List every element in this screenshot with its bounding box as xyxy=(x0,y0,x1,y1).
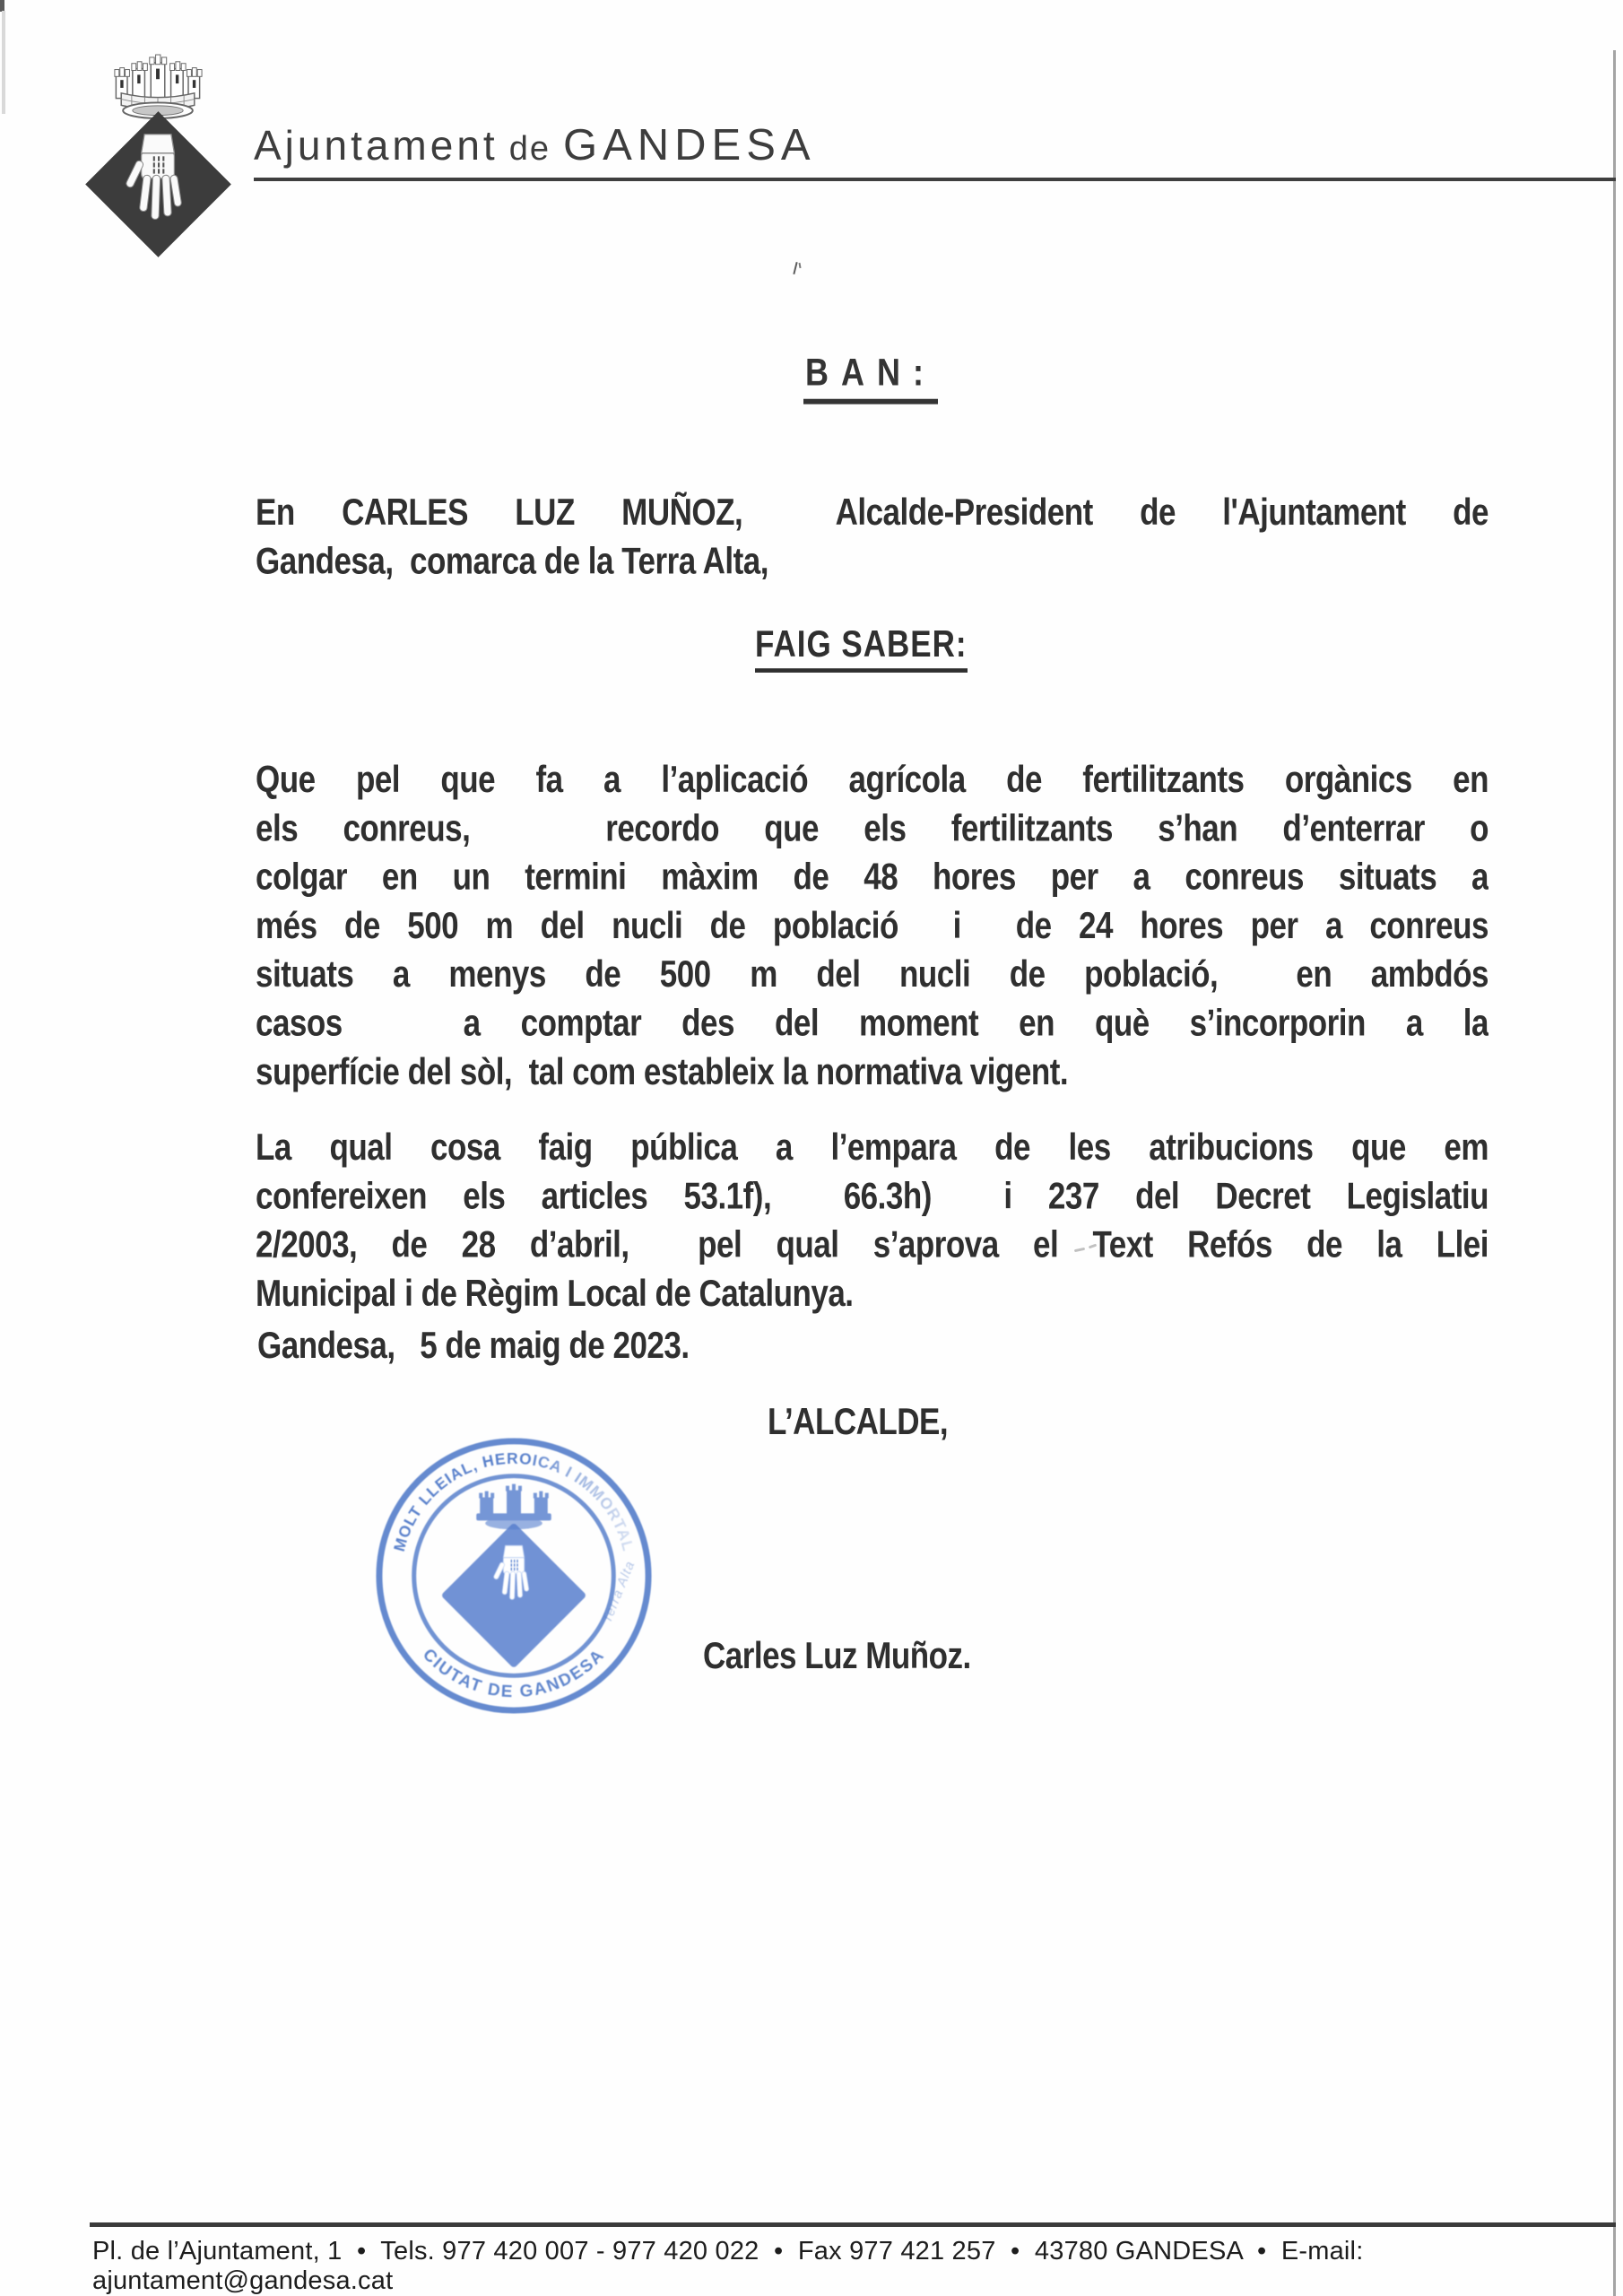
text-line: els conreus, recordo que els fertilitzants s’han d’enterrar o xyxy=(256,807,1488,849)
glove-icon xyxy=(118,133,197,235)
org-title-word: Ajuntament xyxy=(254,122,499,169)
text-line: més de 500 m del nucli de població i de 24 hores per a conreus xyxy=(256,905,1488,947)
stamp-arc-bottom-text: CIUTAT DE GANDESA xyxy=(419,1645,609,1702)
scan-artifact-mark xyxy=(793,262,802,276)
text-line: colgar en un termini màxim de 48 hores per a conreus situats a xyxy=(256,857,1488,899)
scan-artifact-left-strip xyxy=(2,11,5,114)
municipal-stamp-icon xyxy=(371,1433,656,1718)
stamp-crown-icon xyxy=(476,1484,551,1530)
footer-contact: Pl. de l’Ajuntament, 1 • Tels. 977 420 007 - 977 420 022 • Fax 977 421 257 • 43780 GANDESA • E-mail: ajuntament@gandesa.cat xyxy=(92,2237,1371,2295)
signature-name: Carles Luz Muñoz. xyxy=(703,1635,971,1677)
header-rule xyxy=(254,178,1616,181)
intro-paragraph xyxy=(256,489,1488,587)
org-title xyxy=(254,120,816,170)
text-line: situats a menys de 500 m del nucli de població, en ambdós xyxy=(256,953,1488,996)
text-line: 2/2003, de 28 d’abril, pel qual s’aprova el Text Refós de la Llei xyxy=(256,1224,1488,1266)
scan-artifact-right-edge xyxy=(1613,50,1616,2296)
stamp-script-note: Terra Alta xyxy=(600,1559,638,1626)
date-line: Gandesa, 5 de maig de 2023. xyxy=(257,1325,690,1367)
text-line: Que pel que fa a l’aplicació agrícola de fertilitzants orgànics en xyxy=(256,759,1488,801)
text-line: confereixen els articles 53.1f), 66.3h) i 237 del Decret Legislatiu xyxy=(256,1175,1488,1217)
body-paragraph-1 xyxy=(256,756,1488,1097)
text-line: casos a comptar des del moment en què s’incorporin a la xyxy=(256,1002,1488,1044)
text-line: La qual cosa faig pública a l’empara de les atribucions que em xyxy=(256,1126,1488,1169)
text-line: superfície del sòl, tal com estableix la normativa vigent. xyxy=(256,1051,1069,1093)
stamp-arc-top-text: MOLT LLEIAL, HEROICA I IMMORTAL xyxy=(389,1448,638,1553)
org-title-word: GANDESA xyxy=(562,121,816,170)
footer-rule xyxy=(90,2222,1616,2227)
text-line: Municipal i de Règim Local de Catalunya. xyxy=(256,1273,854,1315)
org-title-word: de xyxy=(508,130,551,168)
document-subtitle: FAIG SABER: xyxy=(755,626,968,673)
text-line: En CARLES LUZ MUÑOZ, Alcalde-President de l'Ajuntament de xyxy=(256,491,1488,534)
body-paragraph-2 xyxy=(256,1124,1488,1318)
document-title: BAN: xyxy=(803,353,938,404)
text-line: Gandesa, comarca de la Terra Alta, xyxy=(256,540,768,582)
signature-role: L’ALCALDE, xyxy=(768,1401,949,1443)
